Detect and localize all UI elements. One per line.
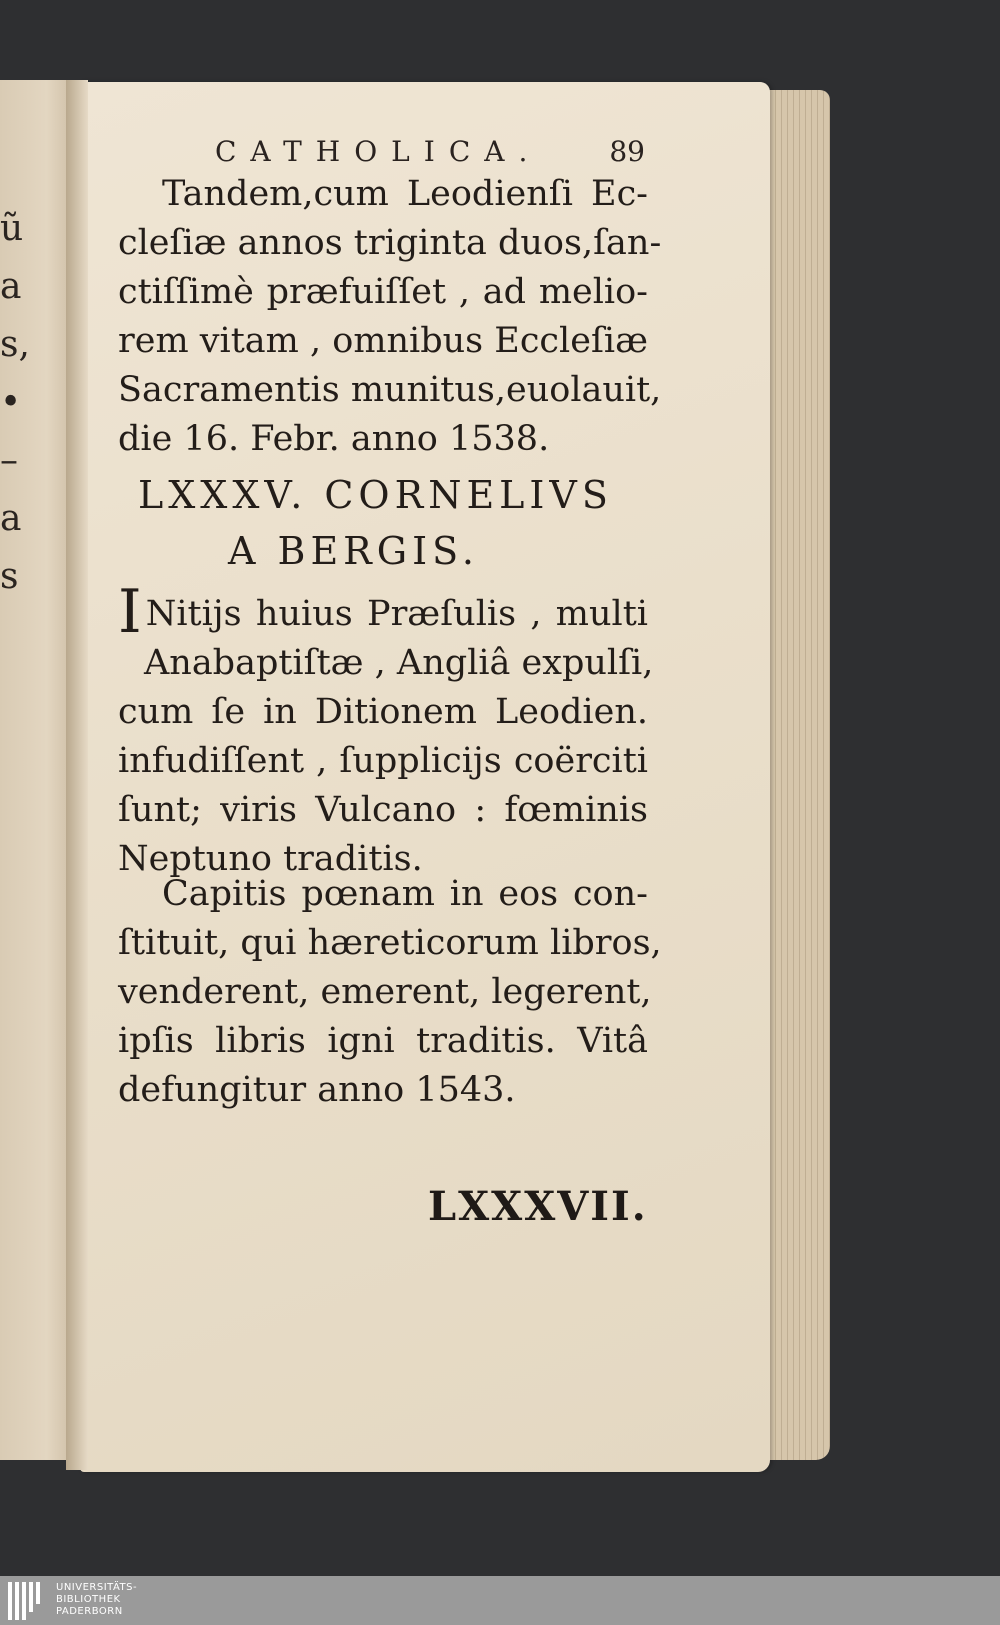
drop-capital: I [118,577,142,647]
library-logo-icon [8,1582,44,1620]
paragraph-3: Capitis pœnam in eos con- ſtituit, qui hæreticorum libros, venderent, emerent, legerent, ipſis libris igni traditis. Vitâ defungitur anno 1543. [118,874,662,1110]
section-heading: LXXXV. CORNELIVS A BERGIS. [138,473,613,573]
footer-bar [0,1576,1000,1625]
running-title: CATHOLICA. [215,135,542,168]
facing-page-fragments: ũ a s, • – a s [0,208,30,597]
running-head [215,135,645,168]
paragraph-2: I Nitijs huius Præſulis , multi Anabaptiſtæ , Angliâ expulſi, cum ſe in Ditionem Leodien. infudiſſent , ſupplicijs coërciti ſunt; viris Vulcano : fœminis Neptuno traditis. [118,577,654,879]
first-line: I Nitijs huius Præſulis , multi [118,577,648,647]
gutter [66,80,88,1470]
library-name: UNIVERSITÄTS- BIBLIOTHEK PADERBORN [56,1582,138,1617]
paragraph-1: Tandem,cum Leodienſi Ec- cleſiæ annos triginta duos,ſan- ctiſſimè præfuiſſet , ad melio- rem vitam , omnibus Eccleſiæ Sacramentis munitus,euolauit, die 16. Febr. anno 1538. [118,174,662,459]
catchword: LXXXVII. [428,1183,648,1230]
page-number: 89 [609,135,645,168]
